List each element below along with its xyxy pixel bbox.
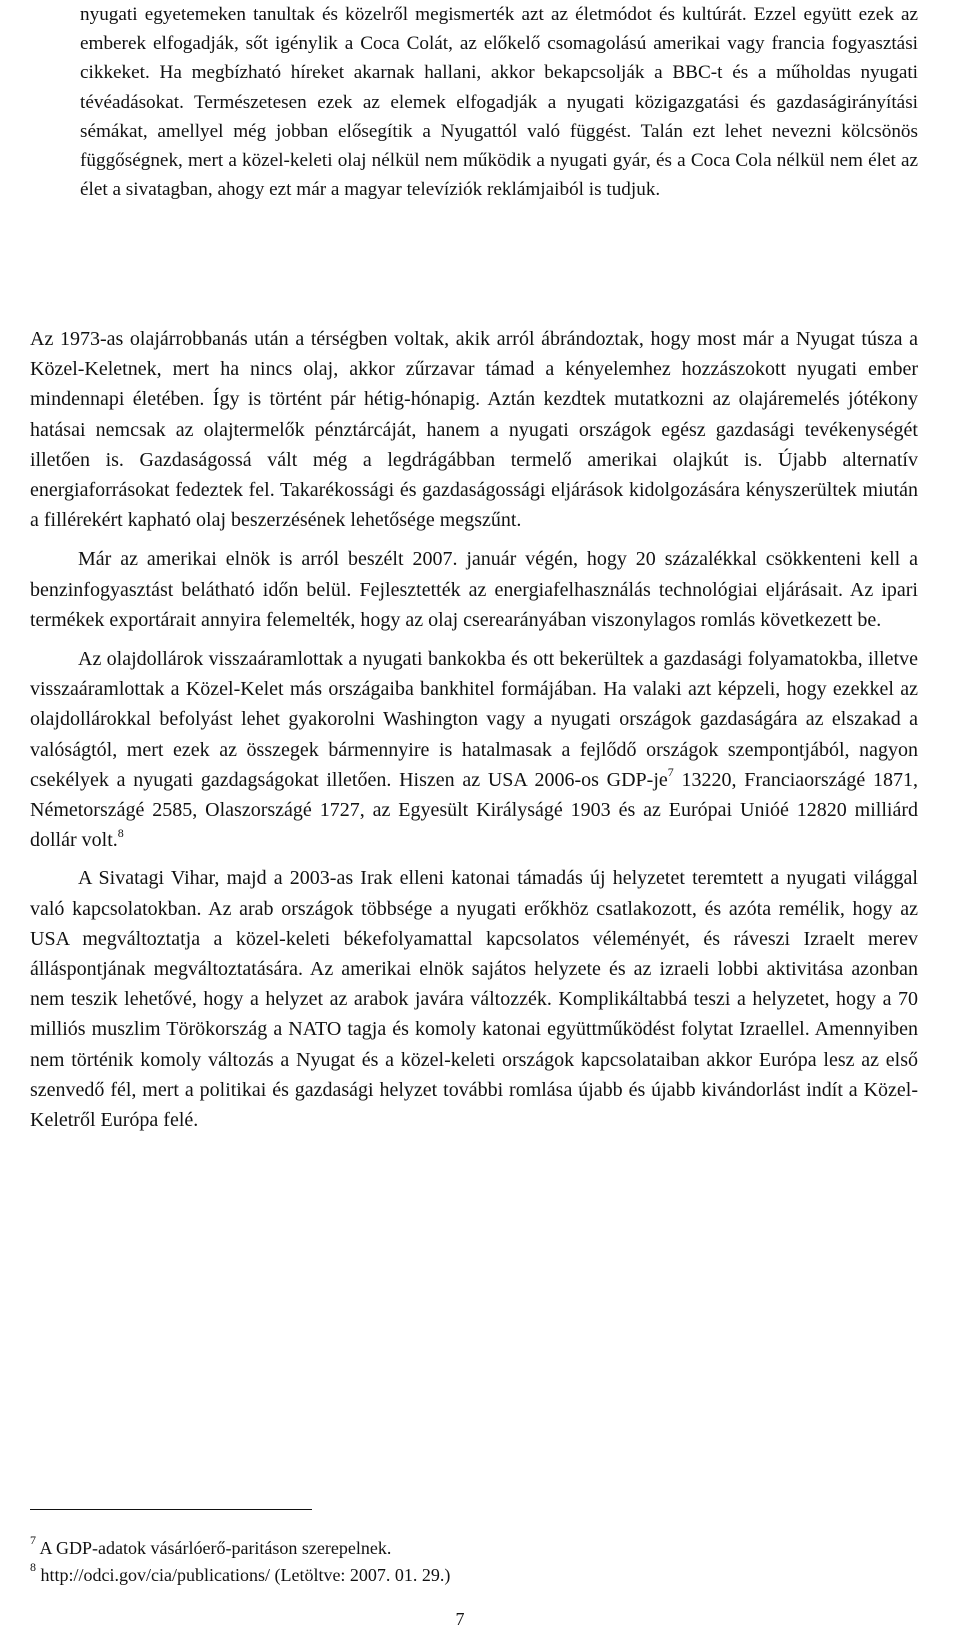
block-quote [80,0,918,204]
paragraph-desert-storm: A Sivatagi Vihar, majd a 2003-as Irak elleni katonai támadás új helyzetet teremtett a nyugati világgal való kapcsolatokban. Az arab országok többsége a nyugati erőkhöz csatlakozott, és azóta remélik, hogy az USA megváltoztatja a közel-keleti békefolyamattal kapcsolatos véleményét, és ráveszi Izraelt merev álláspontjának megváltoztatására. Az amerikai elnök sajátos helyzete és az izraeli lobbi aktivitása azonban nem teszik lehetővé, hogy a helyzet az arabok javára változzék. Komplikáltabbá teszi a helyzetet, hogy a 70 milliós muszlim Törökország a NATO tagja és komoly katonai együttműködést folytat Izraellel. Amennyiben nem történik komoly változás a Nyugat és a közel-keleti országok kapcsolataiban akkor Európa lesz az első szenvedő fél, mert a politikai és gazdasági helyzet további romlása újabb és újabb kivándorlást indít a Közel-Keletről Európa felé. [30,867,918,1132]
main-text [30,324,918,1135]
paragraph-president: Már az amerikai elnök is arról beszélt 2007. január végén, hogy 20 százalékkal csökkenteni kell a benzinfogyasztást belátható időn belül. Fejlesztették az energiafelhasználás technológiai eljárásait. Az ipari termékek exportárait annyira felemelték, hogy az olaj cserearányában viszonylagos romlás következett be. [30,548,918,631]
footnotes [30,1535,910,1589]
footnote-text: http://odci.gov/cia/publications/ (Letöltve: 2007. 01. 29.) [36,1565,451,1585]
paragraph-text: Az olajdollárok visszaáramlottak a nyugati bankokba és ott bekerültek a gazdasági folyamatokba, illetve visszaáramlottak a Közel-Kelet más országaiba bankhitel formájában. Ha valaki azt képzeli, hogy ezekkel az olajdollárokkal befolyást lehet gyakorolni Washington vagy a nyugati országok gazdaságára az elszakad a valóságtól, mert ezek az összegek bármennyire is hatalmasak a fejlődő országok szempontjából, nagyon csekélyek a nyugati gazdagságokat illetően. Hiszen az USA 2006-os GDP-je [30,648,918,791]
page-number: 7 [455,1609,465,1629]
footnote-item [30,1562,910,1589]
footnote-item [30,1535,910,1562]
paragraph-petrodollars [30,644,918,855]
quote-paragraph: nyugati egyetemeken tanultak és közelről megismerték azt az életmódot és kultúrát. Ezzel együtt ezek az emberek elfogadják, sőt igénylik a Coca Colát, az előkelő csomagolású amerikai vagy francia fogyasztási cikkeket. Ha megbízható híreket akarnak hallani, akkor bekapcsolják a BBC-t és a műholdas nyugati tévéadásokat. Természetesen ezek az elemek elfogadják a nyugati közigazgatási és gazdaságirányítási sémákat, amellyel még jobban elősegítik a Nyugattól való függést. Talán ezt lehet nevezni kölcsönös függőségnek, mert a közel-keleti olaj nélkül nem működik a nyugati gyár, és a Coca Cola nélkül nem élet az élet a sivatagban, ahogy ezt már a magyar televíziók reklámjaiból is tudjuk. [80,4,918,201]
footnote-text: A GDP-adatok vásárlóerő-paritáson szerepelnek. [36,1538,392,1558]
footnote-mark: 8 [30,1560,36,1574]
footnote-reference[interactable]: 7 [667,765,674,780]
paragraph-text: 13220, Franciaországé 1871, Németországé 2585, Olaszországé 1727, az Egyesült Királyságé 1903 és az Európai Unióé 12820 milliárd dollár volt. [30,768,918,852]
footnote-separator [30,1509,312,1510]
paragraph-oil-crisis: Az 1973-as olajárrobbanás után a térségben voltak, akik arról ábrándoztak, hogy most már a Nyugat túsza a Közel-Keletnek, mert ha nincs olaj, akkor zűrzavar támad a kényelemhez hozzászokott nyugati ember mindennapi életében. Így is történt pár hétig-hónapig. Aztán kezdtek mutatkozni az olajáremelés jótékony hatásai nemcsak az olajtermelők pénztárcáját, hanem a nyugati országok egész gazdasági tevékenységét illetően is. Gazdaságossá vált még a legdrágábban termelő amerikai olajkút is. Újabb alternatív energiaforrásokat fedeztek fel. Takarékossági és gazdaságossági eljárások kidolgozására kényszerültek miután a fillérekért kapható olaj beszerzésének lehetősége megszűnt. [30,328,918,532]
footnote-reference[interactable]: 8 [117,825,124,840]
footnote-mark: 7 [30,1533,36,1547]
